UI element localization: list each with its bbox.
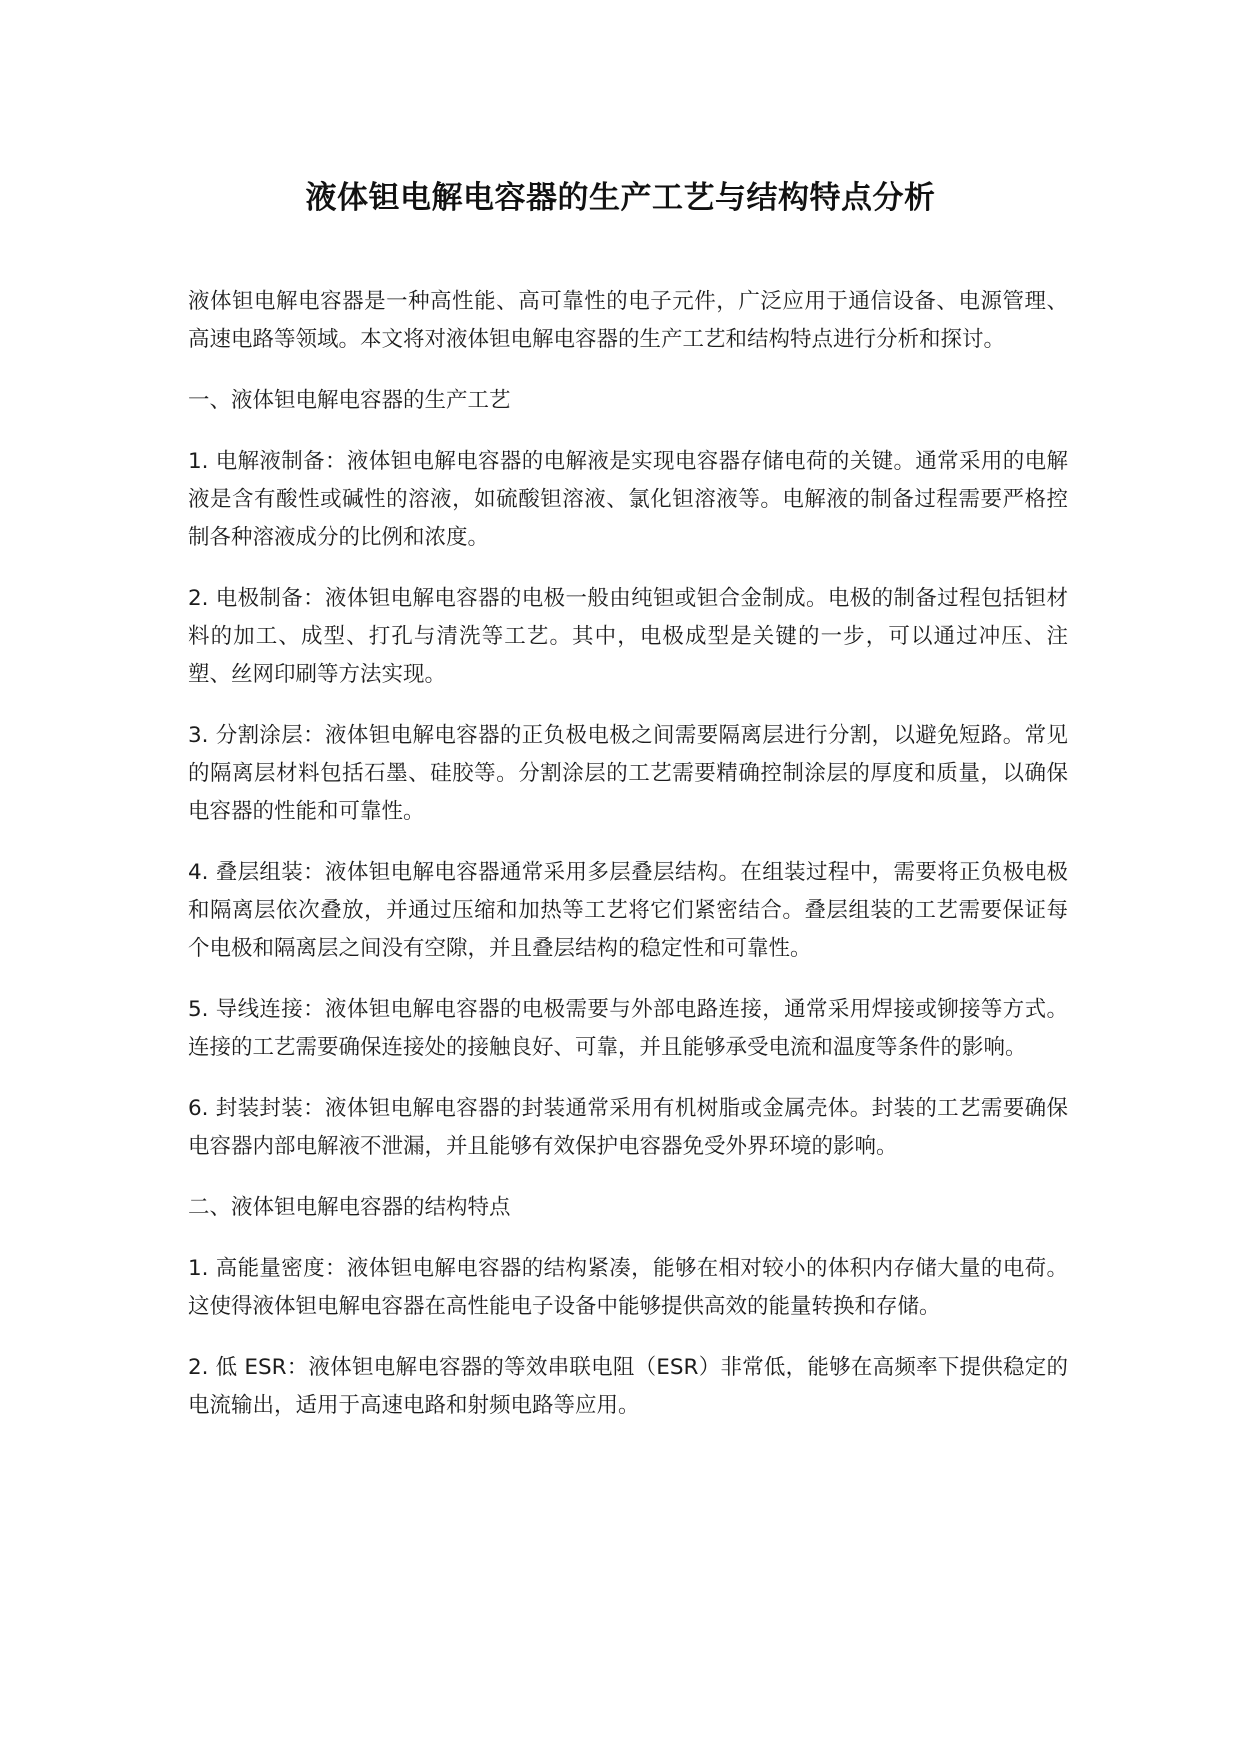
production-item: 5. 导线连接：液体钽电解电容器的电极需要与外部电路连接，通常采用焊接或铆接等方式。连接的工艺需要确保连接处的接触良好、可靠，并且能够承受电流和温度等条件的影响。: [188, 997, 1068, 1060]
production-item: 4. 叠层组装：液体钽电解电容器通常采用多层叠层结构。在组装过程中，需要将正负极电极和隔离层依次叠放，并通过压缩和加热等工艺将它们紧密结合。叠层组装的工艺需要保证每个电极和隔离层之间没有空隙，并且叠层结构的稳定性和可靠性。: [188, 860, 1068, 961]
section-heading-structure: 二、液体钽电解电容器的结构特点: [188, 1195, 511, 1220]
structure-item: 2. 低 ESR：液体钽电解电容器的等效串联电阻（ESR）非常低，能够在高频率下提供稳定的电流输出，适用于高速电路和射频电路等应用。: [188, 1355, 1068, 1418]
document-body: [188, 283, 1068, 1448]
intro-paragraph: 液体钽电解电容器是一种高性能、高可靠性的电子元件，广泛应用于通信设备、电源管理、高速电路等领域。本文将对液体钽电解电容器的生产工艺和结构特点进行分析和探讨。: [188, 289, 1068, 352]
production-item: 6. 封装封装：液体钽电解电容器的封装通常采用有机树脂或金属壳体。封装的工艺需要确保电容器内部电解液不泄漏，并且能够有效保护电容器免受外界环境的影响。: [188, 1096, 1068, 1159]
page-title: 液体钽电解电容器的生产工艺与结构特点分析: [305, 180, 936, 216]
production-item: 2. 电极制备：液体钽电解电容器的电极一般由纯钽或钽合金制成。电极的制备过程包括钽材料的加工、成型、打孔与清洗等工艺。其中，电极成型是关键的一步，可以通过冲压、注塑、丝网印刷等方法实现。: [188, 586, 1068, 687]
structure-item: 1. 高能量密度：液体钽电解电容器的结构紧凑，能够在相对较小的体积内存储大量的电荷。这使得液体钽电解电容器在高性能电子设备中能够提供高效的能量转换和存储。: [188, 1256, 1068, 1319]
section-heading-production: 一、液体钽电解电容器的生产工艺: [188, 388, 511, 413]
production-item: 3. 分割涂层：液体钽电解电容器的正负极电极之间需要隔离层进行分割，以避免短路。常见的隔离层材料包括石墨、硅胶等。分割涂层的工艺需要精确控制涂层的厚度和质量，以确保电容器的性能和可靠性。: [188, 723, 1068, 824]
production-item: 1. 电解液制备：液体钽电解电容器的电解液是实现电容器存储电荷的关键。通常采用的电解液是含有酸性或碱性的溶液，如硫酸钽溶液、氯化钽溶液等。电解液的制备过程需要严格控制各种溶液成分的比例和浓度。: [188, 449, 1068, 550]
